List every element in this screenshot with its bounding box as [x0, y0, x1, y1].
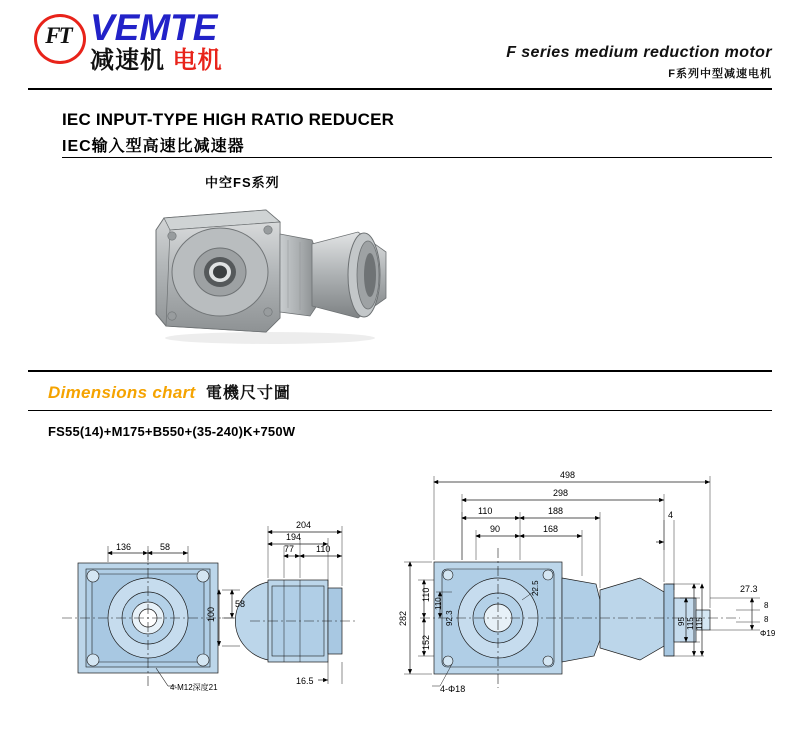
dim-115-a: 115	[686, 617, 695, 630]
dimensions-heading	[48, 380, 291, 403]
header-title-cn: F系列中型减速电机	[668, 68, 772, 80]
dim-194: 194	[286, 532, 302, 542]
dim-115-b: 115	[695, 617, 704, 630]
section-title-cn: IEC输入型高速比减速器	[62, 138, 245, 155]
dim-90: 90	[490, 524, 501, 534]
dim-298: 298	[553, 488, 569, 498]
brand-cn-right: 电机	[172, 47, 223, 74]
dim-8-b: 8	[764, 615, 769, 624]
dim-4-m12: 4-M12深度21	[170, 683, 218, 692]
dim-152: 152	[421, 634, 431, 650]
dim-8-a: 8	[764, 601, 769, 610]
brand-logo	[32, 7, 223, 74]
dim-188: 188	[548, 506, 564, 516]
section-title	[62, 110, 394, 156]
brand-name-cn	[90, 48, 223, 73]
dim-498: 498	[560, 470, 576, 480]
dimensions-heading-cn: 電機尺寸圖	[205, 385, 291, 402]
header-title-block	[506, 44, 772, 81]
series-label: 中空FS系列	[205, 175, 280, 190]
dim-100: 100	[206, 606, 216, 622]
dim-58-top: 58	[160, 542, 171, 552]
dimensions-divider-top	[28, 370, 772, 372]
dim-4: 4	[668, 510, 674, 520]
dim-22-5: 22.5	[531, 580, 540, 596]
drawing-mid-view	[235, 526, 356, 684]
logo-monogram: FT	[45, 23, 71, 48]
dim-110-b: 110	[421, 587, 431, 602]
section-divider	[62, 157, 772, 158]
product-photo	[150, 200, 400, 350]
section-title-en: IEC INPUT-TYPE HIGH RATIO REDUCER	[62, 110, 395, 129]
dim-282: 282	[398, 610, 408, 626]
brand-cn-left: 减速机	[90, 47, 165, 74]
dim-77: 77	[284, 544, 295, 554]
model-code: FS55(14)+M175+B550+(35-240)K+750W	[48, 424, 296, 439]
dim-16-5: 16.5	[296, 676, 314, 686]
header-title-en: F series medium reduction motor	[506, 44, 772, 61]
dim-95: 95	[677, 617, 686, 626]
dim-110-a: 110	[478, 506, 493, 516]
technical-drawing	[0, 450, 800, 730]
dim-27-3: 27.3	[740, 584, 758, 594]
dim-110-mid: 110	[316, 544, 331, 554]
drawing-right-view	[404, 476, 760, 688]
dim-136: 136	[116, 542, 132, 552]
dim-4-phi18: 4-Φ18	[440, 684, 466, 694]
dimensions-heading-en: Dimensions chart	[48, 383, 196, 402]
dim-204: 204	[296, 520, 312, 530]
dim-92-3: 92.3	[445, 610, 454, 626]
brand-name: VEMTE	[90, 7, 218, 48]
dim-58-right: 58	[235, 599, 246, 609]
dim-phi19: Φ19	[760, 629, 776, 638]
ft-logo-icon	[32, 10, 84, 62]
dim-168: 168	[543, 524, 559, 534]
dim-110-c: 110	[434, 597, 443, 610]
dimensions-divider-mid	[28, 410, 772, 411]
header-divider	[28, 88, 772, 90]
